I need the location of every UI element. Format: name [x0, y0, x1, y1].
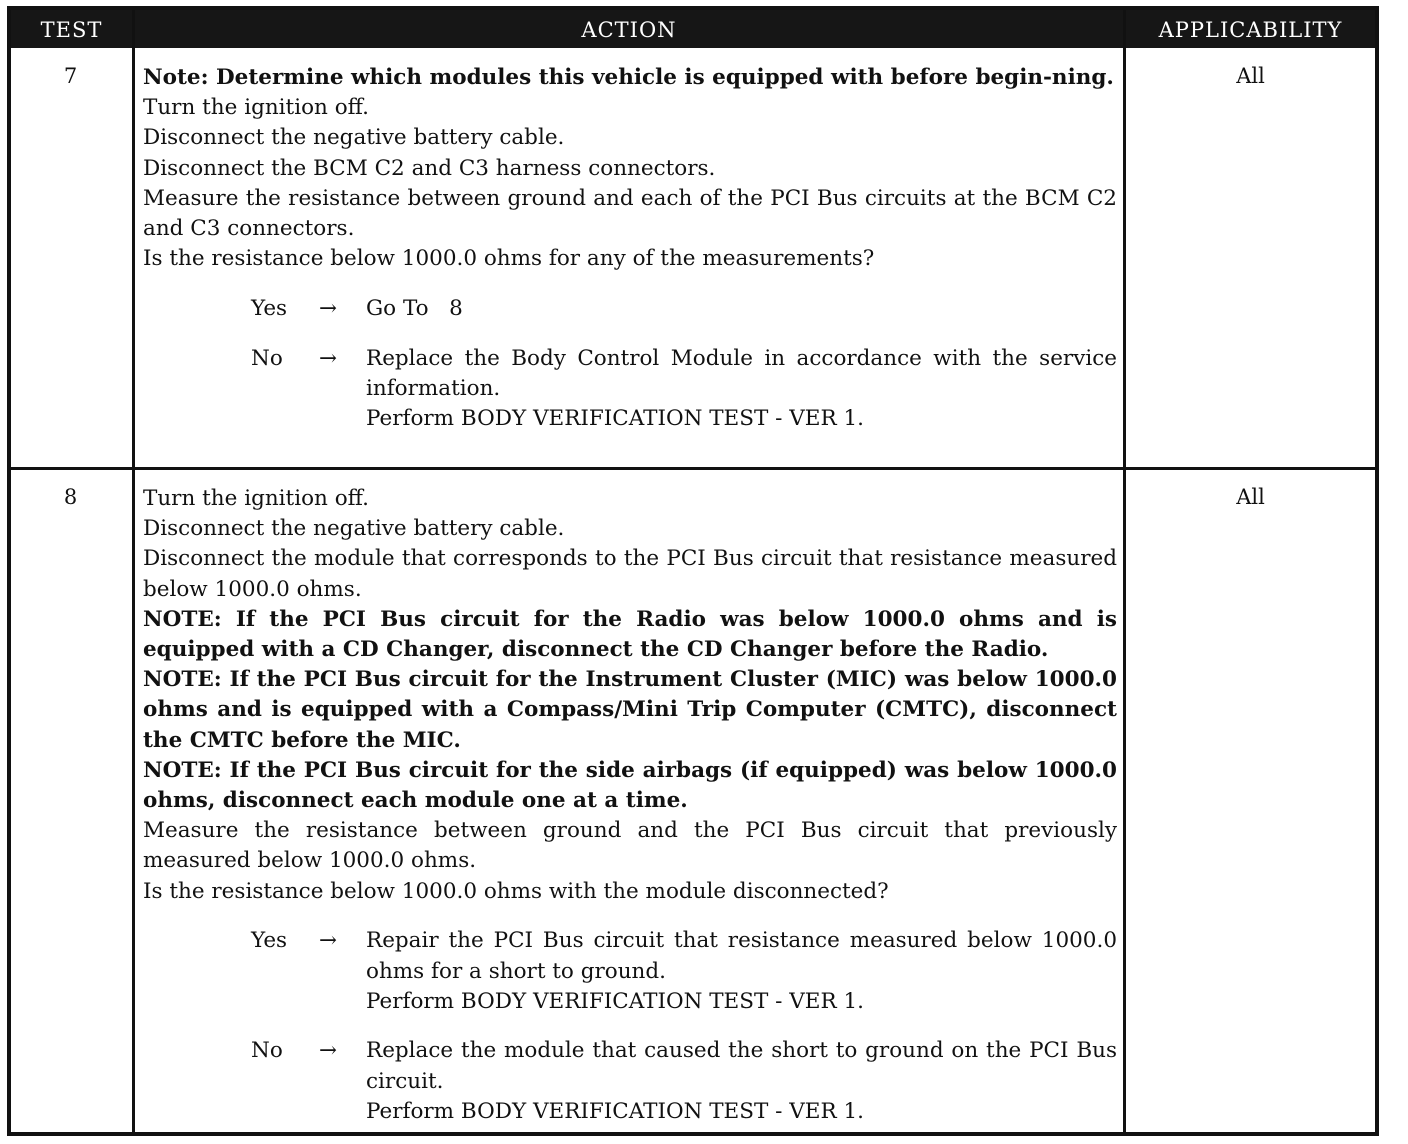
action-line: Measure the resistance between ground and each of the PCI Bus circuits at the BCM C2 and C3 connectors. — [143, 185, 1117, 242]
header-action: ACTION — [581, 18, 677, 42]
column-divider-action — [1123, 10, 1126, 1132]
action-line: Measure the resistance between ground and the PCI Bus circuit that previously measured below 1000.0 ohms. — [143, 818, 1117, 874]
arrow-icon: → — [319, 1038, 338, 1064]
answer-text: Replace the module that caused the short to ground on the PCI Bus circuit. — [366, 1038, 1117, 1094]
action-note: NOTE: If the PCI Bus circuit for the Instrument Cluster (MIC) was below 1000.0 ohms and is equipped with a Compass/Mini Trip Computer (CMTC), disconnect the CMTC before the MIC. — [143, 667, 1117, 753]
action-line: Disconnect the negative battery cable. — [143, 516, 565, 542]
answer-label: Yes — [251, 928, 288, 954]
action-line: Disconnect the negative battery cable. — [143, 125, 565, 151]
action-line: Disconnect the BCM C2 and C3 harness connectors. — [143, 155, 716, 181]
arrow-icon: → — [319, 345, 338, 371]
action-cell — [143, 63, 1117, 434]
table-header — [11, 10, 1375, 48]
test-number: 8 — [63, 485, 78, 509]
action-line: Disconnect the module that corresponds to the PCI Bus circuit that resistance measured below 1000.0 ohms. — [143, 546, 1117, 602]
diagnostic-table — [7, 6, 1379, 1136]
column-divider-test — [132, 10, 135, 1132]
answer-label: No — [251, 345, 283, 371]
answer-text: Perform BODY VERIFICATION TEST - VER 1. — [366, 988, 865, 1014]
action-note: NOTE: If the PCI Bus circuit for the side airbags (if equipped) was below 1000.0 ohms, disconnect each module one at a time. — [143, 757, 1117, 814]
answer-no — [143, 344, 1117, 435]
action-cell — [143, 484, 1117, 1127]
arrow-icon: → — [319, 295, 338, 321]
row-divider — [11, 467, 1375, 470]
action-line: Is the resistance below 1000.0 ohms with the module disconnected? — [143, 878, 889, 904]
answer-label: Yes — [251, 295, 288, 321]
answer-label: No — [251, 1038, 283, 1064]
answer-text: Repair the PCI Bus circuit that resistance measured below 1000.0 ohms for a short to ground. — [366, 928, 1117, 984]
applicability-value: All — [1236, 64, 1265, 88]
applicability-value: All — [1236, 485, 1265, 509]
answer-yes — [143, 294, 1117, 324]
answer-text: Perform BODY VERIFICATION TEST - VER 1. — [366, 406, 865, 432]
action-line: Turn the ignition off. — [143, 95, 369, 121]
header-applicability: APPLICABILITY — [1158, 18, 1343, 42]
answer-text: Replace the Body Control Module in accordance with the service information. — [366, 345, 1117, 401]
action-line: Note: Determine which modules this vehicle is equipped with before begin-ning. — [143, 65, 1114, 90]
action-note: NOTE: If the PCI Bus circuit for the Radio was below 1000.0 ohms and is equipped with a CD Changer, disconnect the CD Changer before the Radio. — [143, 606, 1117, 663]
arrow-icon: → — [319, 928, 338, 954]
test-number: 7 — [63, 64, 78, 88]
answer-text: Perform BODY VERIFICATION TEST - VER 1. — [366, 1098, 865, 1124]
header-test: TEST — [40, 18, 103, 42]
action-line: Is the resistance below 1000.0 ohms for any of the measurements? — [143, 246, 875, 272]
answer-no — [143, 1036, 1117, 1127]
answer-yes — [143, 926, 1117, 1017]
action-line: Turn the ignition off. — [143, 486, 369, 511]
answer-text: Go To 8 — [366, 295, 463, 321]
